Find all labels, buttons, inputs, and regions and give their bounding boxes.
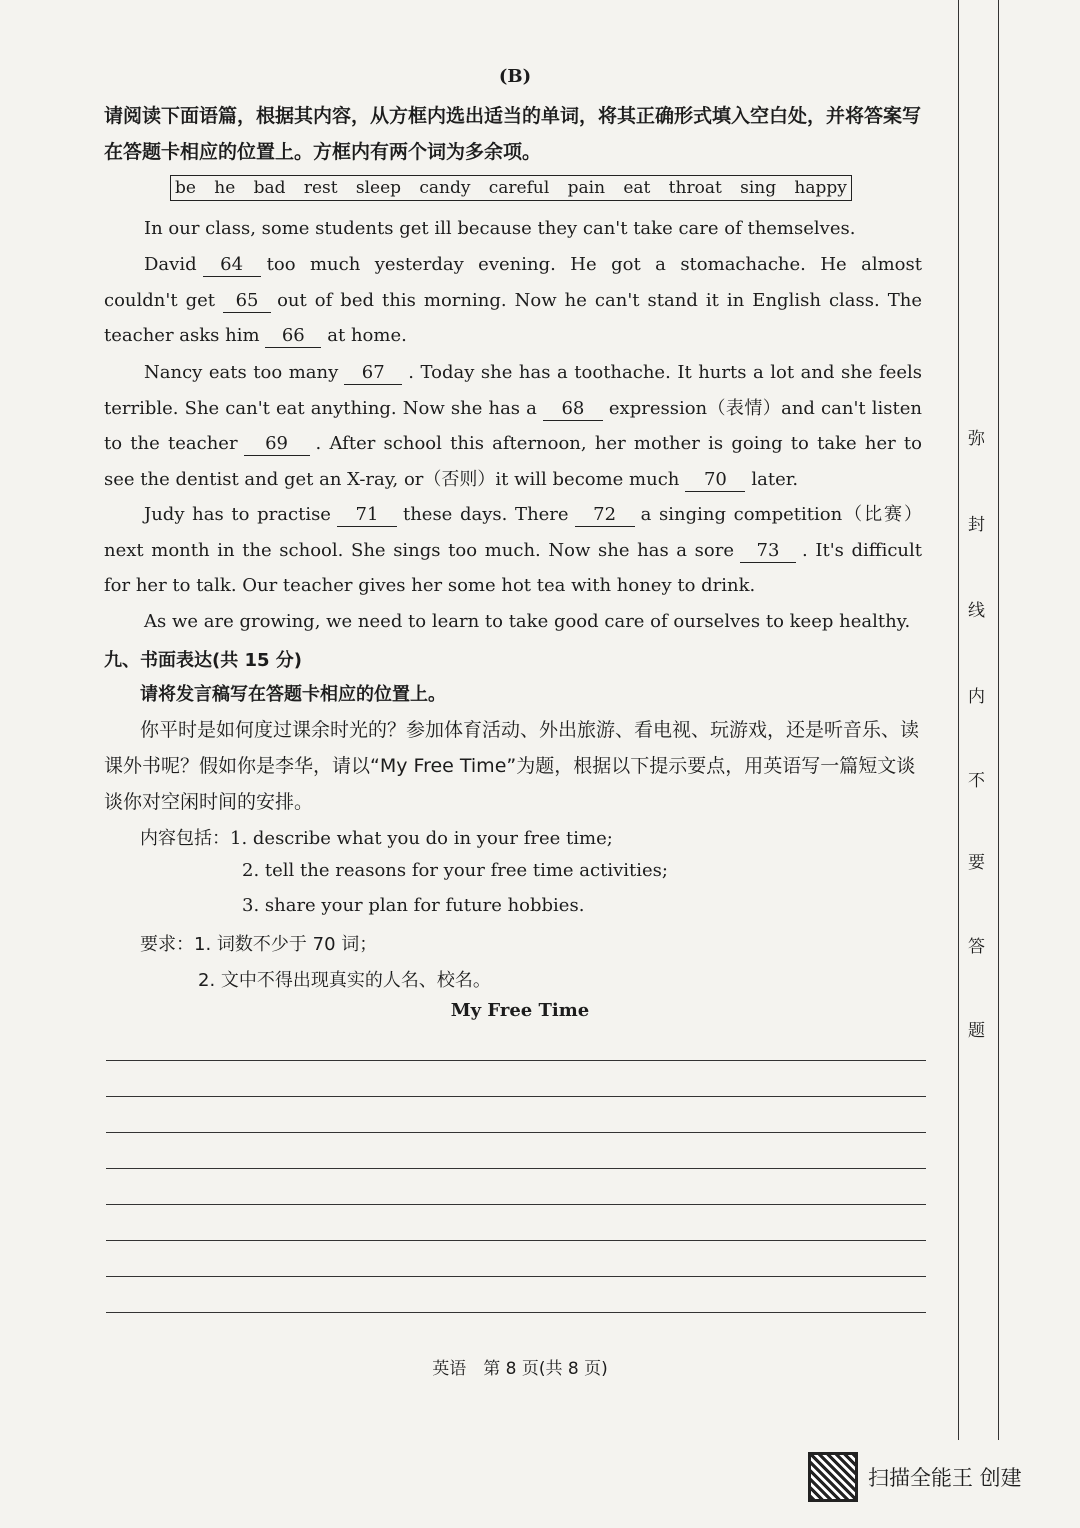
- seal-char: 不: [968, 771, 985, 791]
- word-option: throat: [668, 178, 722, 198]
- page-footer: 英语 第 8 页(共 8 页): [432, 1359, 608, 1379]
- word-option: rest: [303, 178, 338, 198]
- seal-char: 内: [968, 687, 985, 707]
- passage-closing: As we are growing, we need to learn to take good care of ourselves to keep healthy.: [144, 611, 911, 632]
- word-option: pain: [567, 178, 606, 198]
- answer-line: [106, 1132, 926, 1133]
- seal-char: 封: [968, 515, 985, 535]
- essay-title: My Free Time: [450, 1000, 590, 1021]
- writing-instruction: 请将发言稿写在答题卡相应的位置上。: [140, 684, 446, 705]
- seal-char: 线: [968, 601, 985, 621]
- word-option: be: [175, 178, 196, 198]
- seal-char: 题: [968, 1021, 985, 1041]
- blank-69: 69: [244, 433, 310, 456]
- answer-line: [106, 1276, 926, 1277]
- scanner-watermark: [808, 1452, 1022, 1502]
- word-option: bad: [253, 178, 286, 198]
- requirement-item-2: 2. 文中不得出现真实的人名、校名。: [198, 970, 491, 991]
- writing-heading: 九、书面表达(共 15 分): [104, 650, 303, 671]
- passage-paragraph-david: David 64 too much yesterday evening. He got a stomachache. He almost couldn't get 65 out of bed this morning. Now he can't stand it in English class. The teacher asks him 66 at home.: [104, 254, 922, 347]
- seal-char: 弥: [968, 429, 985, 449]
- blank-68: 68: [543, 398, 603, 421]
- content-item-2: 2. tell the reasons for your free time activities;: [242, 860, 668, 881]
- blank-70: 70: [685, 469, 745, 492]
- word-option: candy: [419, 178, 471, 198]
- answer-line: [106, 1312, 926, 1313]
- seal-line-column: [958, 0, 999, 1440]
- content-item-3: 3. share your plan for future hobbies.: [242, 895, 585, 916]
- blank-72: 72: [575, 504, 635, 527]
- watermark-text: 扫描全能王 创建: [868, 1466, 1022, 1490]
- answer-line: [106, 1204, 926, 1205]
- blank-65: 65: [223, 290, 271, 313]
- cloze-instruction: 请阅读下面语篇，根据其内容，从方框内选出适当的单词，将其正确形式填入空白处，并将答案写在答题卡相应的位置上。方框内有两个词为多余项。: [104, 105, 922, 163]
- writing-prompt: 你平时是如何度过课余时光的？参加体育活动、外出旅游、看电视、玩游戏，还是听音乐、读课外书呢？假如你是李华，请以“My Free Time”为题，根据以下提示要点，用英语写一篇短文谈谈你对空闲时间的安排。: [104, 719, 920, 813]
- word-option: happy: [794, 178, 847, 198]
- seal-line-border: [998, 0, 999, 1440]
- blank-71: 71: [337, 504, 397, 527]
- answer-line: [106, 1168, 926, 1169]
- word-option: careful: [488, 178, 550, 198]
- blank-73: 73: [740, 540, 796, 563]
- passage-intro: In our class, some students get ill because they can't take care of themselves.: [144, 218, 856, 239]
- answer-line: [106, 1096, 926, 1097]
- content-item-1: 内容包括：1. describe what you do in your free time;: [140, 828, 613, 849]
- blank-64: 64: [203, 254, 261, 277]
- section-label: (B): [498, 66, 532, 87]
- word-option: sleep: [355, 178, 402, 198]
- qr-code-icon: [808, 1452, 858, 1502]
- blank-67: 67: [344, 362, 402, 385]
- requirement-item-1: 要求：1. 词数不少于 70 词；: [140, 934, 378, 955]
- passage-paragraph-nancy: Nancy eats too many 67 . Today she has a toothache. It hurts a lot and she feels terrible. She can't eat anything. Now she has a 68 expression（表情）and can't listen to the teacher 69 . After school this afternoon, her mother is going to take her to see the dentist and get an X-ray, or（否则）it will become much 70 later.: [104, 362, 922, 490]
- word-option: he: [214, 178, 236, 198]
- word-box: [170, 175, 852, 201]
- answer-line: [106, 1240, 926, 1241]
- passage-paragraph-judy: Judy has to practise 71 these days. There 72 a singing competition（比赛）next month in the school. She sings too much. Now she has a sore 73 . It's difficult for her to talk. Our teacher gives her some hot tea with honey to drink.: [104, 504, 922, 597]
- seal-char: 要: [968, 853, 985, 873]
- word-option: eat: [623, 178, 651, 198]
- blank-66: 66: [265, 325, 321, 348]
- seal-char: 答: [968, 937, 985, 957]
- answer-line: [106, 1060, 926, 1061]
- word-option: sing: [740, 178, 777, 198]
